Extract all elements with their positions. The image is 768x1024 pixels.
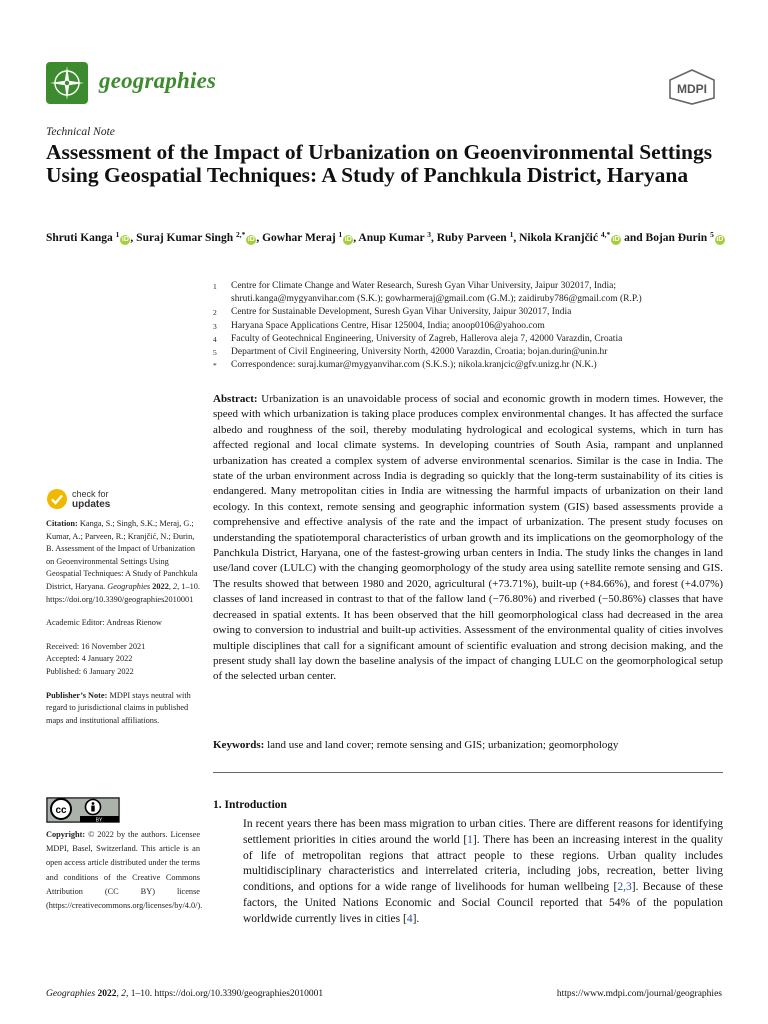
affiliation-mark: 5: [213, 348, 217, 358]
keywords-label: Keywords:: [213, 739, 265, 751]
academic-editor: Academic Editor: Andreas Rienow: [46, 618, 162, 628]
citation-link[interactable]: 2,3: [617, 881, 632, 894]
abstract-text: Urbanization is an unavoidable process of social and economic growth in modern times. However, the speed with which urbanization is taking place produces complex environmental changes. It has affected the surface albedo and roughness of the soil, thereby modulating hydrological and ecological systems, which in turn has affected regional and local climate systems. In developing countries of South Asia, rampant and unplanned urbanization has created a complex system of adverse environmental scenarios. Similar is the case in India. The state of the urban environment across India is degrading so quickly that the long-term sustainability of its cities is endangered. Many metropolitan cities in India are witnessing the harmful impacts of urbanization on their land ecology. In this context, remote sensing and geographic information system (GIS) based assessments provide a comprehensive and effective analysis of the rate and the impact of urbanization. The present study focuses on understanding the spatiotemporal characteristics of urban growth and its implications on the geomorphology of the Panchkula District, Haryana, one of the fastest-growing urban centers in India. The study links the changes in land use/land cover (LULC) with the changing geomorphology of the study area using satellite remote sensing and GIS. The results showed that between 1980 and 2020, agricultural (+73.71%), built-up (+84.66%), and forest (+4.07%) classes of land increased in contrast to that of the fallow land (−76.80%) and riverbed (−50.86%) classes that have decreased in spatial extents. It has been observed that the hill geomorphological class had decreased in the area owing to conversion to industrial and built-up activities. Assessment of the environmental quality of cities involves multiple disciplines that call for a significant amount of scientific evaluation and strong decision making, and the present study shall lay down the baseline analysis of the impact of changing LULC on the geomorphological setup of the selected urban center.: [213, 393, 723, 683]
compass-globe-icon: [46, 62, 88, 104]
copyright-notice: [46, 828, 203, 913]
affiliation-text: Centre for Climate Change and Water Research, Suresh Gyan Vihar University, Jaipur 302017, India; shruti.kanga@mygyanvihar.com (S.K.); gowharmeraj@gmail.com (G.M.); zaidiruby786@gmail.com (R.P.): [231, 281, 642, 305]
cc-by-license-icon[interactable]: [46, 797, 120, 823]
keywords-text: land use and land cover; remote sensing and GIS; urbanization; geomorphology: [267, 739, 619, 751]
citation-text: Kanga, S.; Singh, S.K.; Meraj, G.; Kumar, A.; Parveen, R.; Kranjčić, N.; Đurin, B. Assessment of the Impact of Urbanization on Geoenvironmental Settings Using Geospatial Techniques: A Study of Panchkula District, Haryana.: [46, 519, 198, 591]
author-name: Ruby Parveen: [436, 232, 510, 244]
citation-journal: Geographies: [107, 581, 151, 591]
check-updates-label-bold: updates: [72, 499, 111, 510]
accepted-date: Accepted: 4 January 2022: [46, 654, 133, 664]
author-affiliation-mark: 1: [115, 230, 120, 239]
affiliation-mark: 2: [213, 308, 217, 318]
affiliation-mark: 4: [213, 334, 217, 344]
footer-citation: Geographies 2022, 2, 1–10. https://doi.org/10.3390/geographies2010001: [46, 989, 324, 999]
orcid-icon[interactable]: iD: [716, 236, 724, 243]
affiliation-item: [213, 359, 728, 372]
affiliation-item: [213, 280, 728, 306]
citation-link[interactable]: 4: [406, 912, 413, 925]
abstract: [213, 392, 723, 685]
copyright-text: © 2022 by the authors. Licensee MDPI, Basel, Switzerland. This article is an open access article distributed under the terms and conditions of the Creative Commons Attribution (CC BY) license (https://creativecommons.org/licenses/by/4.0/).: [46, 830, 203, 911]
affiliation-text: Correspondence: suraj.kumar@mygyanvihar.com (S.K.S.); nikola.kranjcic@gfv.unizg.hr (N.K.): [231, 360, 597, 371]
orcid-icon[interactable]: iD: [121, 236, 129, 243]
affiliation-text: Faculty of Geotechnical Engineering, University of Zagreb, Hallerova aleja 7, 42000 Varazdin, Croatia: [231, 333, 623, 344]
orcid-icon[interactable]: iD: [612, 236, 620, 243]
intro-text: ].: [412, 912, 420, 925]
dates: [46, 641, 201, 679]
publisher-note-label: Publisher’s Note:: [46, 690, 108, 700]
author-name: Gowhar Meraj: [262, 232, 339, 244]
publisher-name: MDPI: [677, 82, 707, 96]
affiliation-text: Centre for Sustainable Development, Suresh Gyan Vihar University, Jaipur 302017, India: [231, 307, 572, 318]
affiliation-text: Haryana Space Applications Centre, Hisar 125004, India; anoop0106@yahoo.com: [231, 320, 545, 331]
affiliation-mark: 1: [213, 282, 217, 291]
affiliation-mark: *: [213, 361, 217, 371]
affiliation-mark: 3: [213, 321, 217, 331]
article-type: Technical Note: [46, 126, 115, 138]
footer-journal: Geographies: [46, 989, 96, 999]
affiliation-text: Department of Civil Engineering, University North, 42000 Varazdin, Croatia; bojan.durin@unin.hr: [231, 347, 608, 358]
check-updates-label: check for: [72, 489, 109, 499]
publisher-note-text: MDPI stays neutral with regard to jurisdictional claims in published maps and institutional affiliations.: [46, 690, 191, 725]
svg-text:cc: cc: [55, 805, 67, 816]
intro-text: ]. There has been an increasing interest in the quality of life of metropolitan regions that attract people to these regions. Urban quality includes multidisciplinary characteristics and interrelated criteria, including jobs, recreation, better living conditions, and options for a wide range of livelihoods for human wellbeing [: [243, 833, 723, 894]
footer-journal-url[interactable]: https://www.mdpi.com/journal/geographies: [556, 989, 722, 999]
footer-volume: 2: [121, 989, 126, 999]
author-affiliation-mark: 1: [509, 230, 514, 239]
article-title: Assessment of the Impact of Urbanization on Geoenvironmental Settings Using Geospatial Techniques: A Study of Panchkula District, Haryana: [46, 140, 713, 187]
affiliation-item: [213, 346, 728, 359]
affiliation-item: [213, 306, 728, 319]
author-affiliation-mark: 5: [710, 230, 714, 239]
affiliation-item: [213, 320, 728, 333]
footer-year: 2022: [97, 989, 117, 999]
copyright-label: Copyright:: [46, 830, 86, 839]
author-affiliation-mark: 2,*: [235, 230, 246, 239]
citation-block: Citation: Kanga, S.; Singh, S.K.; Meraj, G.; Kumar, A.; Parveen, R.; Kranjčić, N.; Đurin, B. Assessment of the Impact of Urbanization on Geoenvironmental Settings Using Geospatial Techniques: A Study of Panchkula District, Haryana. Geographies 2022, 2, 1–10. https://doi.org/10.3390/geographies2010001: [46, 519, 200, 604]
author-name: Anup Kumar: [358, 232, 428, 244]
author-affiliation-mark: 3: [427, 230, 431, 239]
orcid-icon[interactable]: iD: [344, 236, 352, 243]
author-name: Bojan Đurin: [645, 232, 711, 244]
citation-volume: 2: [173, 581, 178, 591]
author-name: Nikola Kranjčić: [519, 232, 601, 244]
citation-doi[interactable]: , 1–10. https://doi.org/10.3390/geographies2010001: [46, 581, 200, 604]
affiliations: [213, 280, 728, 372]
svg-text:BY: BY: [95, 817, 103, 823]
citation-link[interactable]: 1: [467, 833, 473, 846]
article-sidebar: [46, 518, 201, 738]
section-divider: [213, 772, 723, 773]
published-date: Published: 6 January 2022: [46, 666, 134, 676]
citation-label: Citation:: [46, 519, 78, 528]
citation-year: 2022: [152, 581, 169, 591]
footer-doi[interactable]: , 1–10. https://doi.org/10.3390/geographies2010001: [125, 989, 324, 999]
journal-name: geographies: [99, 68, 217, 93]
intro-paragraph: [243, 817, 723, 928]
keywords: [213, 738, 723, 753]
author-list: Shruti Kanga $^1$iD , Suraj Kumar Singh $^{2,*}$iD , Gowhar Meraj $^1$iD , Anup Kumar $^3$, Ruby Parveen $^1$, Nikola Kranjčić $^{4,*}$iD and Bojan Đurin $^5$iD: [46, 230, 724, 244]
author-affiliation-mark: 1: [338, 230, 343, 239]
author-name: Shruti Kanga: [46, 232, 116, 244]
check-updates-icon: [46, 488, 68, 510]
check-for-updates-button[interactable]: [46, 488, 156, 512]
author-affiliation-mark: 4,*: [600, 230, 611, 239]
received-date: Received: 16 November 2021: [46, 641, 146, 651]
intro-text: In recent years there has been mass migration to urban cities. There are different reasons for identifying settlement priorities in cities around the world [: [243, 818, 723, 846]
intro-text: ]. Because of these factors, the United Nations Economic and Social Council reported that 54% of the population worldwide currently lives in cities [: [243, 881, 723, 925]
author-name: Suraj Kumar Singh: [136, 232, 236, 244]
abstract-label: Abstract:: [213, 393, 258, 405]
affiliation-item: [213, 333, 728, 346]
section-heading: 1. Introduction: [213, 799, 287, 811]
publisher-note: [46, 690, 201, 728]
mdpi-logo-icon: [666, 68, 718, 106]
orcid-icon[interactable]: iD: [247, 236, 255, 243]
